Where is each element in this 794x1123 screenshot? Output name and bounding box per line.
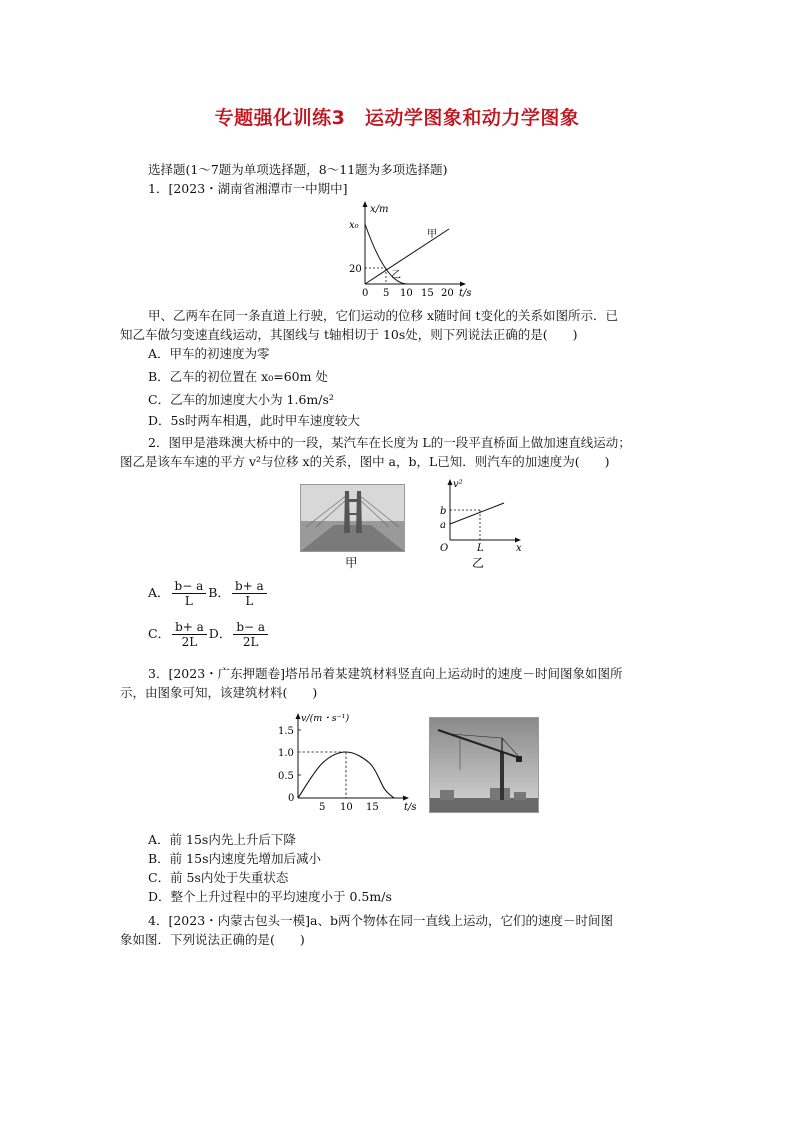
q1-option-d: D．5s时两车相遇，此时甲车速度较大 [148, 413, 360, 428]
q1-jia-label: 甲 [427, 229, 437, 240]
crane-photo [429, 717, 539, 813]
q2-option-b-letter: B． [208, 585, 230, 600]
q2-ylabel: v² [453, 479, 463, 490]
q3-y-arrow [296, 713, 301, 719]
q3-option-b: B．前 15s内速度先增加后减小 [148, 851, 321, 866]
q2-option-c-den: 2L [181, 635, 198, 649]
q2-L-label: L [477, 543, 484, 554]
q1-xtick-10: 10 [400, 288, 413, 299]
q2-line [450, 503, 504, 524]
q2-option-c-letter: C． [148, 626, 171, 641]
q1-option-a: A．甲车的初速度为零 [148, 346, 270, 361]
q1-xtick-20: 20 [441, 288, 454, 299]
q1-graph [345, 198, 475, 302]
q1-option-b: B．乙车的初位置在 x₀=60m 处 [148, 369, 328, 384]
q2-option-a-num: b− a [172, 579, 207, 594]
q2-option-d-frac [233, 620, 268, 649]
q2-options-row2 [148, 620, 270, 649]
q3-x-arrow [403, 796, 409, 801]
q3-xtick-5: 5 [319, 802, 326, 813]
q2-option-d-num: b− a [233, 620, 268, 635]
q3-ytick-10: 1.0 [278, 748, 294, 759]
q3-xtick-10: 10 [340, 802, 353, 813]
q2-option-a-letter: A． [148, 585, 170, 600]
q2-option-b-frac [232, 579, 267, 608]
crane-illustration [430, 718, 538, 812]
q1-xtick-5: 5 [383, 288, 390, 299]
q3-ylabel: v/(m・s⁻¹) [301, 713, 350, 724]
q2-y-arrow [448, 479, 453, 485]
q1-x0-label: x₀ [349, 220, 359, 231]
q1-y20-label: 20 [349, 264, 362, 275]
q2-x-arrow [515, 538, 521, 543]
q1-header: 1．[2023・湖南省湘潭市一中期中] [148, 181, 348, 196]
q2-option-c-num: b+ a [172, 620, 207, 635]
q2-option-b-den: L [245, 594, 254, 608]
q1-ylabel: x/m [370, 204, 389, 215]
q2-xlabel: x [516, 543, 522, 554]
q3-ytick-0: 0 [288, 793, 295, 804]
q4-stem-line1: 4．[2023・内蒙古包头一模]a、b两个物体在同一直线上运动，它们的速度－时间图 [148, 913, 613, 928]
bridge-photo [300, 484, 405, 552]
q3-ytick-05: 0.5 [278, 771, 294, 782]
bridge-illustration [301, 485, 404, 551]
q3-option-a: A．前 15s内先上升后下降 [148, 832, 296, 847]
q2-option-d-letter: D． [208, 626, 232, 641]
q2-option-d-den: 2L [242, 635, 259, 649]
q1-x-arrow [460, 282, 466, 287]
q3-xtick-15: 15 [366, 802, 379, 813]
q1-y-arrow [363, 201, 368, 207]
q2-a-label: a [440, 520, 446, 531]
q1-stem-line1: 甲、乙两车在同一条直道上行驶，它们运动的位移 x随时间 t变化的关系如图所示．已 [148, 308, 619, 323]
q1-option-c: C．乙车的加速度大小为 1.6m/s² [148, 392, 334, 407]
q2-option-c-frac [172, 620, 207, 649]
q1-stem-line2: 知乙车做匀变速直线运动，其图线与 t轴相切于 10s处，则下列说法正确的是( ) [120, 327, 578, 342]
q2-graph [434, 474, 534, 574]
q2-photo-caption: 甲 [345, 555, 358, 570]
q2-graph-caption: 乙 [472, 556, 485, 570]
q2-option-a-den: L [184, 594, 193, 608]
section-intro: 选择题(1～7题为单项选择题，8～11题为多项选择题) [148, 162, 448, 177]
q2-option-b-num: b+ a [232, 579, 267, 594]
q3-graph [276, 706, 424, 818]
q3-option-c: C．前 5s内处于失重状态 [148, 870, 289, 885]
q1-xtick-15: 15 [421, 288, 434, 299]
q3-option-d: D．整个上升过程中的平均速度小于 0.5m/s [148, 889, 392, 904]
q1-xlabel: t/s [459, 288, 472, 299]
q2-origin-label: O [440, 543, 449, 554]
q2-stem-line1: 2．图甲是港珠澳大桥中的一段，某汽车在长度为 L的一段平直桥面上做加速直线运动； [148, 435, 631, 450]
q4-stem-line2: 象如图．下列说法正确的是( ) [120, 932, 305, 947]
q2-option-a-frac [172, 579, 207, 608]
q3-stem-line1: 3．[2023・广东押题卷]塔吊吊着某建筑材料竖直向上运动时的速度－时间图象如图所 [148, 666, 623, 681]
q1-xtick-0: 0 [362, 288, 369, 299]
q3-stem-line2: 示，由图象可知，该建筑材料( ) [120, 685, 318, 700]
q2-stem-line2: 图乙是该车车速的平方 v²与位移 x的关系，图中 a，b，L已知．则汽车的加速度为( ) [120, 454, 610, 469]
q2-options-row1 [148, 579, 269, 608]
q3-xlabel: t/s [404, 802, 417, 813]
page-title: 专题强化训练3 运动学图象和动力学图象 [214, 107, 580, 129]
q1-yi-label: 乙 [391, 270, 401, 281]
q3-ytick-15: 1.5 [278, 726, 294, 737]
q2-b-label: b [440, 506, 447, 517]
